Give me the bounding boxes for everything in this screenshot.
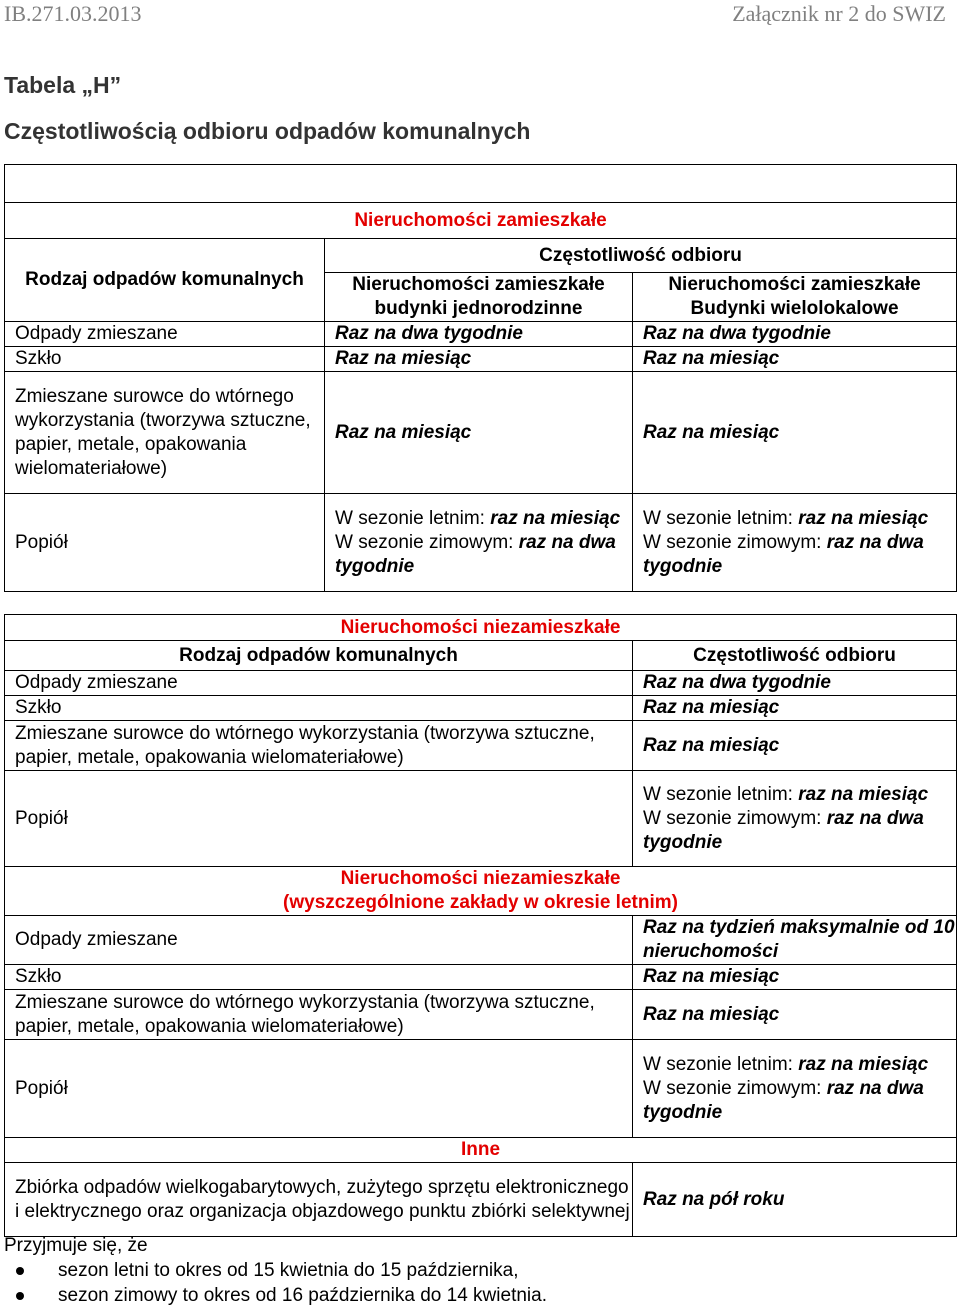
- col-header-single-family: Nieruchomości zamieszkałe budynki jednorodzinne: [325, 273, 633, 322]
- row-type: Odpady zmieszane: [5, 916, 633, 965]
- row-type: Popiół: [5, 771, 633, 867]
- row-type: Popiół: [5, 1040, 633, 1138]
- row-freq-multi: Raz na dwa tygodnie: [633, 322, 957, 347]
- col-header-type: Rodzaj odpadów komunalnych: [5, 239, 325, 322]
- row-type: Zmieszane surowce do wtórnego wykorzystania (tworzywa sztuczne, papier, metale, opakowania wielomateriałowe): [5, 990, 633, 1040]
- row-type: Zmieszane surowce do wtórnego wykorzystania (tworzywa sztuczne, papier, metale, opakowania wielomateriałowe): [5, 721, 633, 771]
- row-freq: Raz na dwa tygodnie: [633, 671, 957, 696]
- row-freq: Raz na tydzień maksymalnie od 10 nieruchomości: [633, 916, 957, 965]
- row-freq-single: W sezonie letnim: raz na miesiąc W sezonie zimowym: raz na dwa tygodnie: [325, 494, 633, 592]
- col-header-multi-family: Nieruchomości zamieszkałe Budynki wielolokalowe: [633, 273, 957, 322]
- row-freq: Raz na pół roku: [633, 1163, 957, 1237]
- row-freq-single: Raz na miesiąc: [325, 347, 633, 372]
- col-header-frequency: Częstotliwość odbioru: [325, 239, 957, 273]
- attachment-label: Załącznik nr 2 do SWIZ: [732, 1, 946, 26]
- row-freq: Raz na miesiąc: [633, 990, 957, 1040]
- row-freq-single: Raz na miesiąc: [325, 372, 633, 494]
- section-title-seasonal: Nieruchomości niezamieszkałe (wyszczególnione zakłady w okresie letnim): [5, 867, 957, 916]
- row-freq-multi: Raz na miesiąc: [633, 372, 957, 494]
- row-freq: Raz na miesiąc: [633, 721, 957, 771]
- row-type: Szkło: [5, 696, 633, 721]
- row-type: Szkło: [5, 347, 325, 372]
- col-header-frequency: Częstotliwość odbioru: [633, 641, 957, 671]
- section-title-nonresidential: Nieruchomości niezamieszkałe: [5, 615, 957, 641]
- row-freq-multi: Raz na miesiąc: [633, 347, 957, 372]
- season-note-winter: sezon zimowy to okres od 16 października do 14 kwietnia.: [16, 1285, 547, 1307]
- table-title: Tabela „H”: [4, 72, 122, 98]
- section-title-other: Inne: [5, 1138, 957, 1163]
- row-freq: Raz na miesiąc: [633, 696, 957, 721]
- row-type: Popiół: [5, 494, 325, 592]
- bullet-icon: [16, 1292, 24, 1300]
- row-type: Zbiórka odpadów wielkogabarytowych, zużytego sprzętu elektronicznego i elektrycznego oraz organizacja objazdowego punktu zbiórki selektywnej: [5, 1163, 633, 1237]
- row-freq-multi: W sezonie letnim: raz na miesiąc W sezonie zimowym: raz na dwa tygodnie: [633, 494, 957, 592]
- bullet-icon: [16, 1267, 24, 1275]
- residential-table: [4, 164, 957, 592]
- blank-row: [5, 165, 957, 203]
- season-note-intro: Przyjmuje się, że: [4, 1235, 148, 1256]
- document-reference: IB.271.03.2013: [4, 1, 142, 26]
- row-type: Zmieszane surowce do wtórnego wykorzystania (tworzywa sztuczne, papier, metale, opakowania wielomateriałowe): [5, 372, 325, 494]
- nonresidential-table: [4, 614, 957, 1237]
- row-freq: Raz na miesiąc: [633, 965, 957, 990]
- table-subtitle: Częstotliwością odbioru odpadów komunalnych: [4, 118, 531, 144]
- col-header-type: Rodzaj odpadów komunalnych: [5, 641, 633, 671]
- section-title-residential: Nieruchomości zamieszkałe: [5, 203, 957, 239]
- row-type: Odpady zmieszane: [5, 322, 325, 347]
- season-note-summer: sezon letni to okres od 15 kwietnia do 15 października,: [16, 1260, 519, 1282]
- row-type: Odpady zmieszane: [5, 671, 633, 696]
- row-type: Szkło: [5, 965, 633, 990]
- row-freq: W sezonie letnim: raz na miesiąc W sezonie zimowym: raz na dwa tygodnie: [633, 771, 957, 867]
- row-freq: W sezonie letnim: raz na miesiąc W sezonie zimowym: raz na dwa tygodnie: [633, 1040, 957, 1138]
- row-freq-single: Raz na dwa tygodnie: [325, 322, 633, 347]
